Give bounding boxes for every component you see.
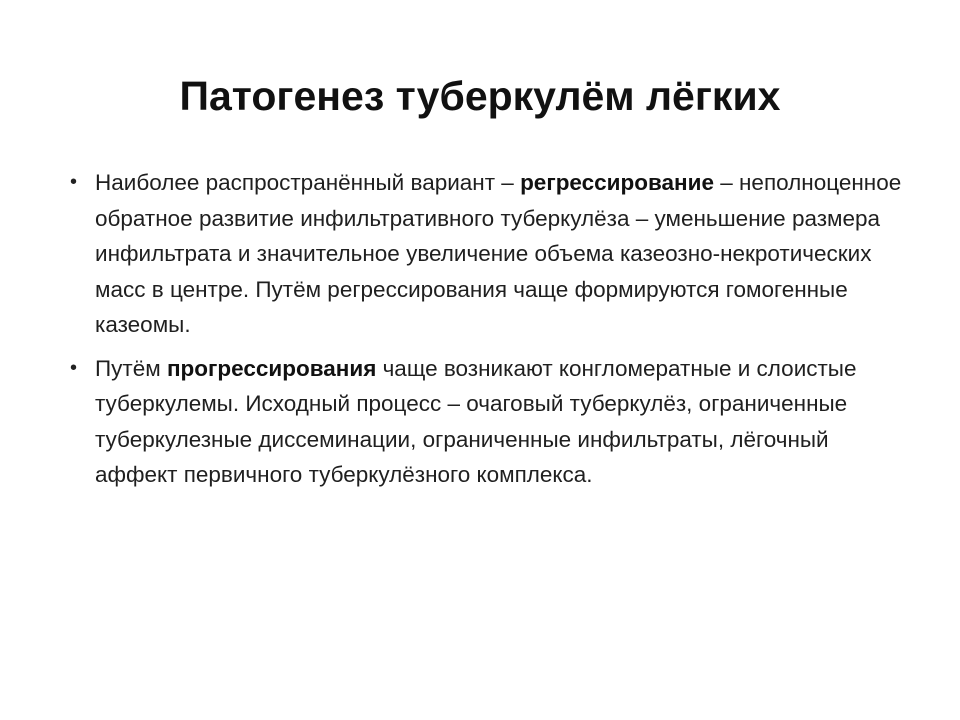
- bullet-icon: •: [70, 171, 78, 193]
- slide-title: Патогенез туберкулём лёгких: [179, 73, 781, 119]
- bullet-text-after: – неполноценное обратное развитие инфильтративного туберкулёза – уменьшение размера инфильтрата и значительное увеличение объема казеозно-некротических масс в центре. Путём регрессирования чаще формируются гомогенные казеомы.: [95, 170, 902, 337]
- bullet-item-progression: [70, 351, 910, 493]
- bullet-text-before: Наиболее распространённый вариант –: [95, 170, 521, 195]
- bullet-emphasis: прогрессирования: [166, 355, 377, 381]
- bullet-list: [70, 165, 910, 493]
- bullet-text-before: Путём: [95, 355, 167, 381]
- bullet-item-regression: [70, 165, 910, 343]
- bullet-text-after: чаще возникают конгломератные и слоистые туберкулемы. Исходный процесс – очаговый туберкулёз, ограниченные туберкулезные диссеминации, ограниченные инфильтраты, лёгочный аффект первичного туберкулёзного комплекса.: [95, 355, 857, 487]
- bullet-icon: •: [70, 356, 78, 379]
- bullet-emphasis: регрессирование: [520, 170, 714, 195]
